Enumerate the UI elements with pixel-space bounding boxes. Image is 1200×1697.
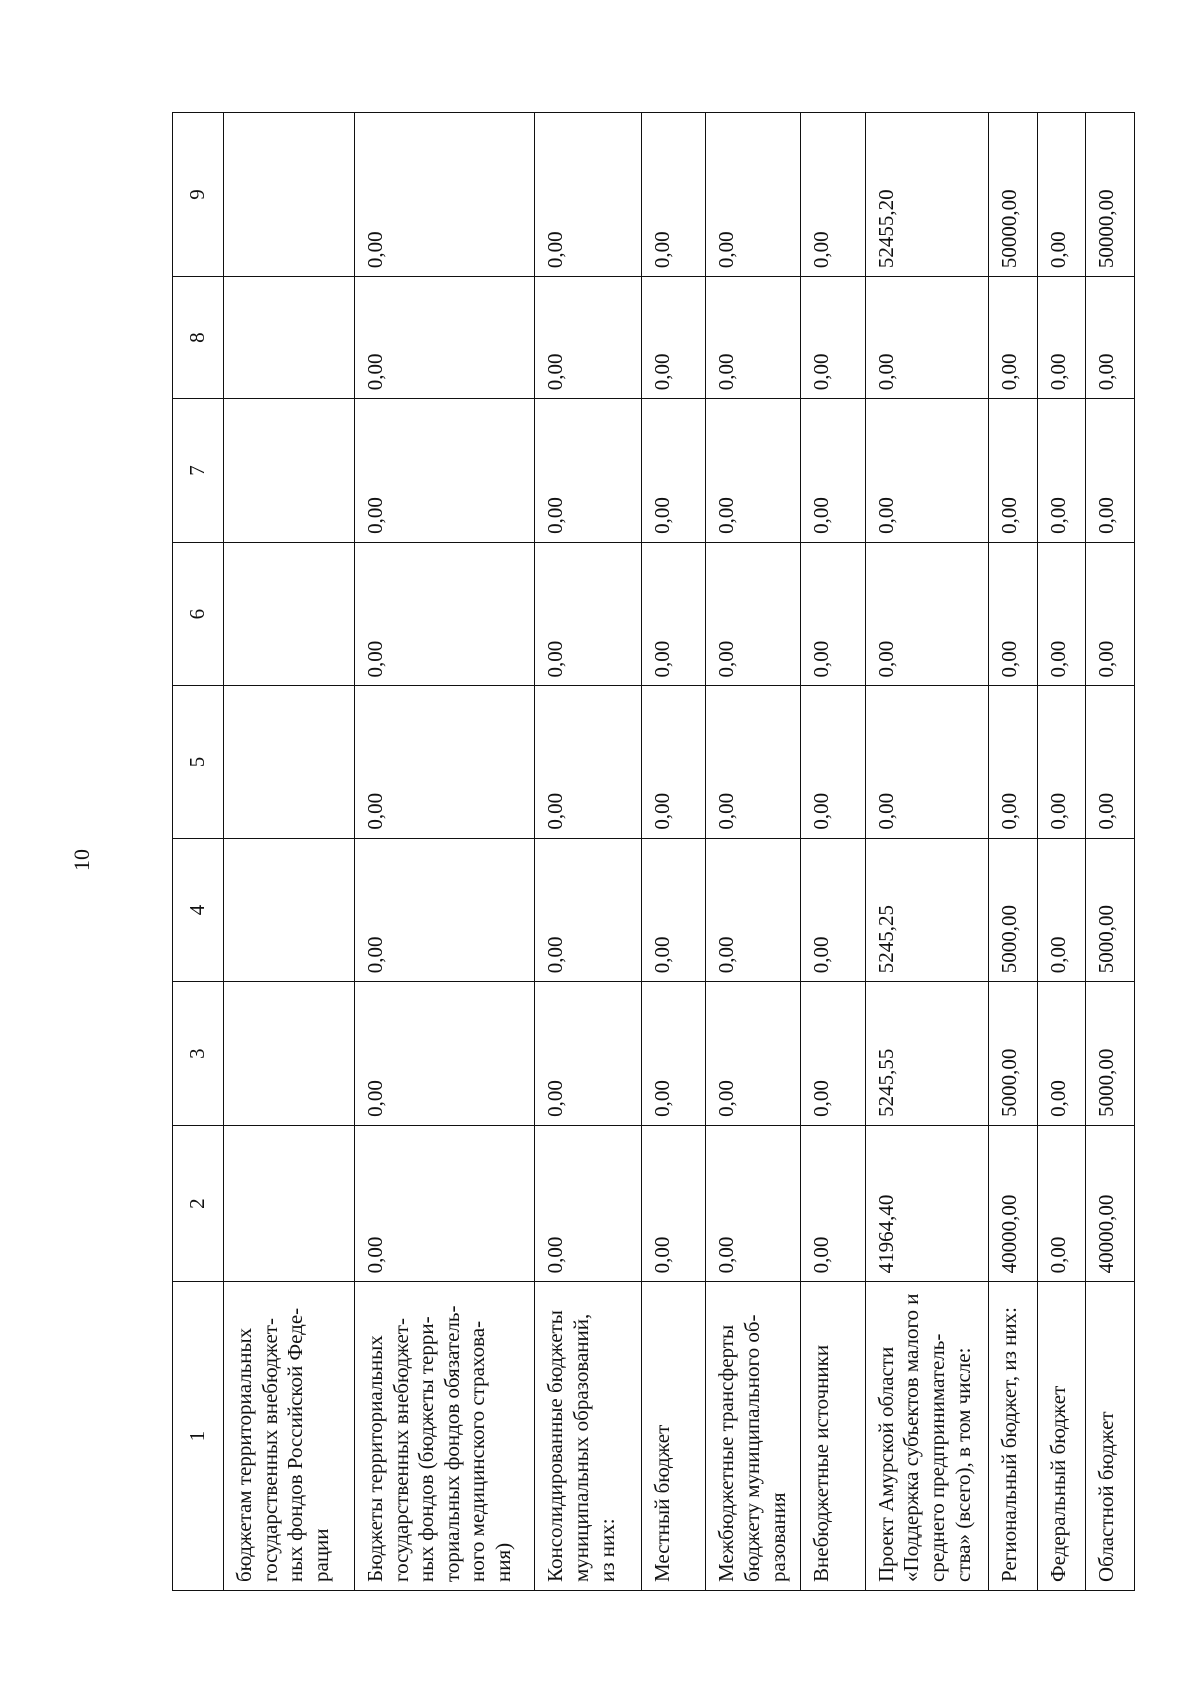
row-label: Федеральный бюджет [1037, 1282, 1086, 1591]
table-row [706, 113, 801, 1591]
cell-value: 0,00 [354, 982, 535, 1126]
row-label: Межбюджетные трансферты бюджету муниципального об-разования [706, 1282, 801, 1591]
cell-value: 52455,20 [865, 113, 989, 277]
cell-value [224, 686, 355, 838]
cell-value: 0,00 [1037, 542, 1086, 686]
table-row [989, 113, 1038, 1591]
cell-value: 0,00 [1037, 982, 1086, 1126]
column-header-8: 8 [173, 277, 224, 399]
cell-value: 0,00 [535, 982, 642, 1126]
cell-value: 0,00 [801, 542, 865, 686]
cell-value: 0,00 [354, 686, 535, 838]
row-label: Местный бюджет [642, 1282, 706, 1591]
cell-value: 0,00 [1037, 686, 1086, 838]
cell-value: 0,00 [865, 277, 989, 399]
cell-value [224, 399, 355, 543]
cell-value: 0,00 [801, 1125, 865, 1281]
cell-value: 0,00 [801, 277, 865, 399]
cell-value: 5245,25 [865, 838, 989, 982]
table-row [535, 113, 642, 1591]
column-header-1: 1 [173, 1282, 224, 1591]
cell-value: 50000,00 [989, 113, 1038, 277]
cell-value: 0,00 [801, 686, 865, 838]
cell-value: 0,00 [642, 838, 706, 982]
row-label: Бюджеты территориальных государственных внебюджет-ных фондов (бюджеты терри-ториальных фондов обязатель-ного медицинского страхова-ния) [354, 1282, 535, 1591]
cell-value [224, 113, 355, 277]
cell-value: 5000,00 [989, 838, 1038, 982]
cell-value: 0,00 [706, 277, 801, 399]
table-row [865, 113, 989, 1591]
row-label: Консолидированные бюджеты муниципальных образований, из них: [535, 1282, 642, 1591]
cell-value: 0,00 [865, 542, 989, 686]
column-header-4: 4 [173, 838, 224, 982]
cell-value [224, 542, 355, 686]
cell-value: 0,00 [801, 113, 865, 277]
cell-value: 0,00 [1037, 838, 1086, 982]
column-header-6: 6 [173, 542, 224, 686]
cell-value: 0,00 [642, 982, 706, 1126]
column-header-2: 2 [173, 1125, 224, 1281]
cell-value: 0,00 [535, 838, 642, 982]
cell-value: 0,00 [354, 399, 535, 543]
row-label: Внебюджетные источники [801, 1282, 865, 1591]
cell-value: 0,00 [535, 686, 642, 838]
cell-value [224, 1125, 355, 1281]
table-body [224, 113, 1135, 1591]
cell-value: 0,00 [706, 542, 801, 686]
budget-table [172, 112, 1135, 1591]
cell-value: 0,00 [989, 542, 1038, 686]
cell-value: 0,00 [642, 542, 706, 686]
cell-value: 0,00 [1037, 1125, 1086, 1281]
cell-value: 0,00 [642, 113, 706, 277]
row-label: Областной бюджет [1086, 1282, 1135, 1591]
column-header-7: 7 [173, 399, 224, 543]
cell-value: 0,00 [706, 686, 801, 838]
cell-value: 0,00 [1086, 686, 1135, 838]
cell-value: 0,00 [706, 982, 801, 1126]
cell-value: 0,00 [535, 277, 642, 399]
cell-value: 5000,00 [1086, 982, 1135, 1126]
cell-value: 0,00 [1037, 399, 1086, 543]
cell-value: 0,00 [642, 399, 706, 543]
cell-value: 0,00 [535, 113, 642, 277]
header-row [173, 113, 224, 1591]
table-row [642, 113, 706, 1591]
cell-value: 0,00 [642, 277, 706, 399]
cell-value: 0,00 [989, 399, 1038, 543]
table-row [224, 113, 355, 1591]
cell-value: 41964,40 [865, 1125, 989, 1281]
cell-value: 0,00 [1086, 399, 1135, 543]
cell-value: 5000,00 [989, 982, 1038, 1126]
cell-value: 0,00 [1086, 277, 1135, 399]
cell-value [224, 277, 355, 399]
cell-value: 40000,00 [1086, 1125, 1135, 1281]
cell-value: 0,00 [535, 1125, 642, 1281]
table-row [1037, 113, 1086, 1591]
table-row [1086, 113, 1135, 1591]
column-header-9: 9 [173, 113, 224, 277]
cell-value: 0,00 [354, 113, 535, 277]
column-header-5: 5 [173, 686, 224, 838]
cell-value: 0,00 [801, 399, 865, 543]
cell-value: 0,00 [865, 686, 989, 838]
column-header-3: 3 [173, 982, 224, 1126]
cell-value: 0,00 [989, 686, 1038, 838]
cell-value: 0,00 [706, 399, 801, 543]
cell-value: 0,00 [1037, 277, 1086, 399]
cell-value: 0,00 [535, 399, 642, 543]
cell-value: 5000,00 [1086, 838, 1135, 982]
cell-value: 0,00 [354, 277, 535, 399]
cell-value: 0,00 [706, 1125, 801, 1281]
cell-value: 50000,00 [1086, 113, 1135, 277]
cell-value [224, 982, 355, 1126]
budget-table-rotated [172, 112, 1135, 1591]
cell-value: 0,00 [354, 542, 535, 686]
row-label: Проект Амурской области «Поддержка субъектов малого и среднего предприниматель-ства» (всего), в том числе: [865, 1282, 989, 1591]
cell-value: 0,00 [354, 1125, 535, 1281]
cell-value: 0,00 [801, 838, 865, 982]
cell-value: 0,00 [642, 686, 706, 838]
budget-table-frame [172, 112, 1135, 1591]
cell-value: 0,00 [706, 838, 801, 982]
cell-value: 0,00 [865, 399, 989, 543]
row-label: Региональный бюджет, из них: [989, 1282, 1038, 1591]
cell-value: 0,00 [642, 1125, 706, 1281]
cell-value: 0,00 [535, 542, 642, 686]
row-label: бюджетам территориальных государственных внебюджет-ных фондов Российской Феде-рации [224, 1282, 355, 1591]
table-row [801, 113, 865, 1591]
cell-value: 0,00 [801, 982, 865, 1126]
cell-value: 0,00 [706, 113, 801, 277]
cell-value: 40000,00 [989, 1125, 1038, 1281]
cell-value [224, 838, 355, 982]
table-row [354, 113, 535, 1591]
cell-value: 0,00 [1086, 542, 1135, 686]
page-number: 10 [69, 849, 94, 871]
cell-value: 5245,55 [865, 982, 989, 1126]
cell-value: 0,00 [1037, 113, 1086, 277]
cell-value: 0,00 [989, 277, 1038, 399]
cell-value: 0,00 [354, 838, 535, 982]
